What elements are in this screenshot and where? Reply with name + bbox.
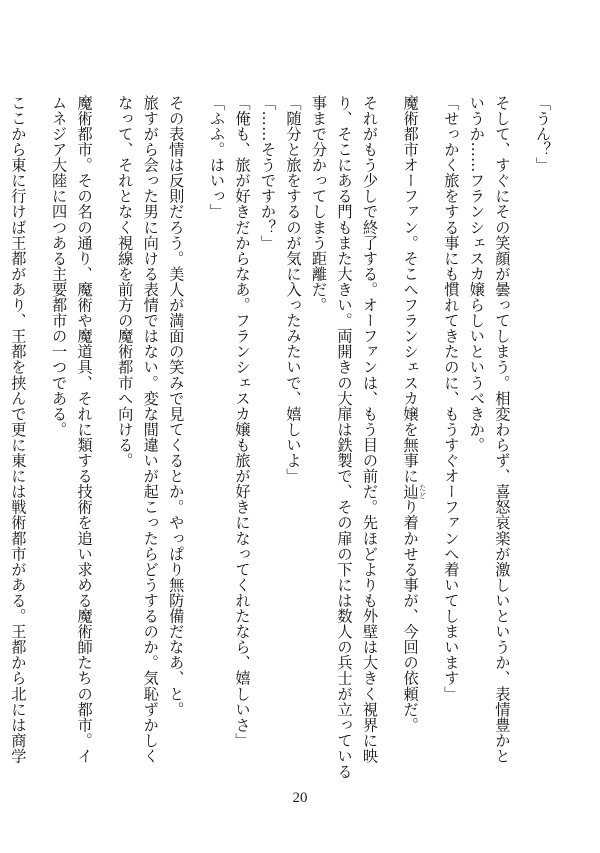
text-line-15: なって、それとなく視線を前方の魔術都市へ向ける。	[116, 95, 135, 469]
text-line-11: 「俺も、旅が好きだからなあ。フランシェスカ嬢も旅が好きになってくれたなら、嬉しいさ」	[233, 95, 252, 749]
text-line-4: 「せっかく旅をする事にも慣れてきたのに、もうすぐオーファンへ着いてしまいます」	[442, 95, 461, 702]
text-line-5-tail: せる事が、今回の依頼だ。	[401, 545, 420, 733]
text-line-13: その表情は反則だろう。美人が満面の笑みで見てくるとか。やっぱり無防備だなあ、と。	[167, 95, 186, 717]
text-line-2: そして、すぐにその笑顔が曇ってしまう。相変わらず、喜怒哀楽が激しいというか、表情豊かと	[493, 95, 512, 764]
text-line-8: 事まで分かってしまう距離だ。	[309, 95, 328, 313]
text-line-18: ここから東に行けば王都があり、王都を挟んで更に東には戦術都市がある。王都から北には商学	[9, 95, 28, 764]
ruby-trailing-kana: り着か	[401, 499, 420, 546]
text-line-7: り、そこにある門もまた大きい。両開きの大扉は鉄製で、その扉の下には数人の兵士が立っている	[335, 95, 354, 780]
text-line-1: 「うん？」	[534, 95, 552, 173]
ruby-annotation	[401, 483, 427, 500]
ruby-base: 辿	[401, 483, 420, 500]
text-line-10: 「……そうですか？」	[258, 95, 277, 251]
text-line-3: いうか……フランシェスカ嬢らしいというべきか。	[467, 95, 486, 453]
text-line-5-head: 魔術都市オーファン。そこへフランシェスカ嬢を無事に	[401, 95, 420, 484]
text-line-6: それがもう少しで終了する。オーファンは、もう目の前だ。先ほどよりも外壁は大きく視界に映	[360, 95, 379, 764]
text-line-14: 旅すがら会った男に向ける表情ではない。変な間違いが起こったらどうするのか。気恥ずかしく	[141, 95, 160, 764]
vertical-text-body	[5, 95, 555, 780]
text-line-5	[397, 95, 438, 735]
page-number: 20	[292, 790, 308, 806]
text-line-12: 「ふふ。はいっ」	[207, 95, 226, 220]
text-line-9: 「随分と旅をするのが気に入ったみたいで、嬉しいよ」	[284, 95, 303, 484]
ruby-reading: たど	[418, 483, 427, 500]
text-line-17: ムネジア大陸に四つある主要都市の一つである。	[50, 95, 69, 438]
text-line-16: 魔術都市。その名の通り、魔術や魔道具、それに類する技術を追い求める魔術師たちの都市。イ	[75, 95, 94, 764]
